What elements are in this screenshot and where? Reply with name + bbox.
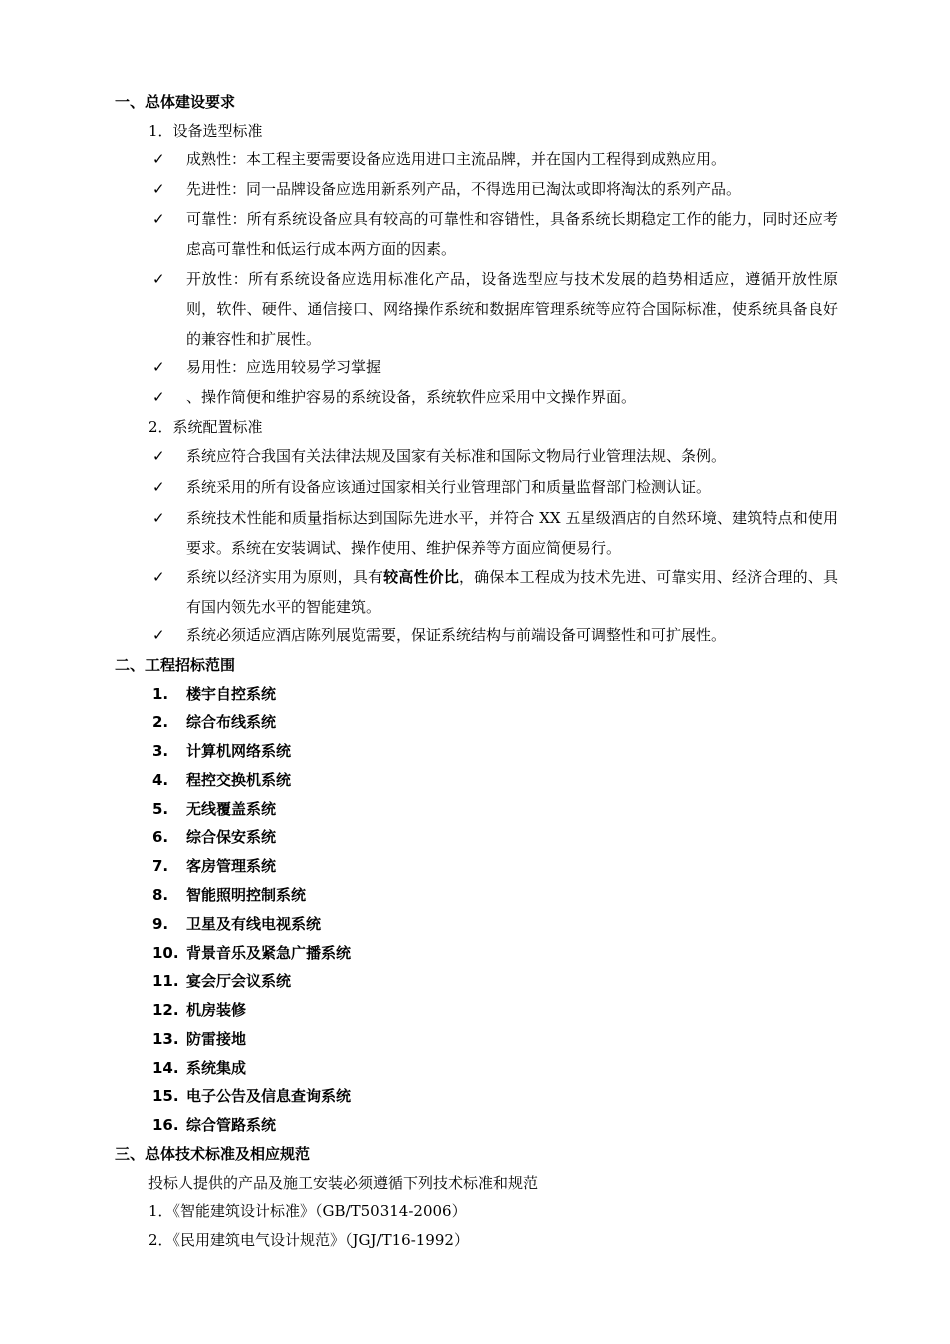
intro-paragraph: 投标人提供的产品及施工安装必须遵循下列技术标准和规范	[148, 1174, 539, 1192]
list-item: 易用性：应选用较易学习掌握	[186, 358, 382, 376]
check-icon: ✓	[152, 388, 165, 406]
list-number: 2.	[152, 713, 169, 731]
list-number: 12.	[152, 1001, 179, 1019]
system-item: 综合布线系统	[186, 713, 277, 731]
list-number: 4.	[152, 771, 169, 789]
check-icon: ✓	[152, 210, 165, 228]
list-item: 可靠性：所有系统设备应具有较高的可靠性和容错性，具备系统长期稳定工作的能力，同时还应考虑高可靠性和低运行成本两方面的因素。	[186, 210, 838, 258]
list-number: 13.	[152, 1030, 179, 1048]
list-item: 系统采用的所有设备应该通过国家相关行业管理部门和质量监督部门检测认证。	[186, 478, 712, 496]
section-heading-3: 三、总体技术标准及相应规范	[115, 1145, 311, 1163]
subsection-heading-1: 1．设备选型标准	[148, 122, 263, 140]
list-item-text: 系统以经济实用为原则，具有	[186, 568, 384, 586]
check-icon: ✓	[152, 568, 165, 586]
system-item: 无线覆盖系统	[186, 800, 277, 818]
check-icon: ✓	[152, 478, 165, 496]
system-item: 综合管路系统	[186, 1116, 277, 1134]
system-item: 综合保安系统	[186, 828, 277, 846]
system-item: 背景音乐及紧急广播系统	[186, 944, 352, 962]
list-number: 15.	[152, 1087, 179, 1105]
system-item: 计算机网络系统	[186, 742, 292, 760]
section-heading-2: 二、工程招标范围	[115, 656, 236, 674]
list-item: 、操作简便和维护容易的系统设备，系统软件应采用中文操作界面。	[186, 388, 637, 406]
list-number: 10.	[152, 944, 179, 962]
standard-item: 1．《智能建筑设计标准》（GB/T50314-2006）	[148, 1202, 467, 1220]
check-icon: ✓	[152, 270, 165, 288]
standard-item: 2．《民用建筑电气设计规范》（JGJ/T16-1992）	[148, 1231, 469, 1249]
list-number: 14.	[152, 1059, 179, 1077]
list-number: 8.	[152, 886, 169, 904]
list-number: 3.	[152, 742, 169, 760]
list-number: 16.	[152, 1116, 179, 1134]
system-item: 防雷接地	[186, 1030, 247, 1048]
list-number: 9.	[152, 915, 169, 933]
list-item: 系统必须适应酒店陈列展览需要，保证系统结构与前端设备可调整性和可扩展性。	[186, 626, 727, 644]
list-item: 系统应符合我国有关法律法规及国家有关标准和国际文物局行业管理法规、条例。	[186, 447, 727, 465]
system-item: 卫星及有线电视系统	[186, 915, 322, 933]
list-item: 先进性：同一品牌设备应选用新系列产品，不得选用已淘汰或即将淘汰的系列产品。	[186, 180, 742, 198]
emphasis-text: 较高性价比	[383, 568, 459, 586]
system-item: 楼宇自控系统	[186, 685, 277, 703]
list-item	[186, 562, 838, 622]
list-item-text: ，确保本工程成为技术先进、可靠实用、经济合理的、具有国内领先水平的智能建筑。	[186, 568, 838, 616]
check-icon: ✓	[152, 447, 165, 465]
system-item: 客房管理系统	[186, 857, 277, 875]
list-number: 6.	[152, 828, 169, 846]
section-heading-1: 一、总体建设要求	[115, 93, 236, 111]
system-item: 电子公告及信息查询系统	[186, 1087, 352, 1105]
subsection-heading-2: 2．系统配置标准	[148, 418, 263, 436]
check-icon: ✓	[152, 358, 165, 376]
system-item: 程控交换机系统	[186, 771, 292, 789]
check-icon: ✓	[152, 180, 165, 198]
check-icon: ✓	[152, 509, 165, 527]
list-item: 成熟性：本工程主要需要设备应选用进口主流品牌，并在国内工程得到成熟应用。	[186, 150, 727, 168]
list-number: 11.	[152, 972, 179, 990]
system-item: 宴会厅会议系统	[186, 972, 292, 990]
check-icon: ✓	[152, 150, 165, 168]
system-item: 机房装修	[186, 1001, 247, 1019]
list-item: 系统技术性能和质量指标达到国际先进水平，并符合 XX 五星级酒店的自然环境、建筑特点和使用要求。系统在安装调试、操作使用、维护保养等方面应简便易行。	[186, 509, 838, 557]
system-item: 智能照明控制系统	[186, 886, 307, 904]
list-number: 7.	[152, 857, 169, 875]
system-item: 系统集成	[186, 1059, 247, 1077]
list-number: 1.	[152, 685, 169, 703]
list-number: 5.	[152, 800, 169, 818]
check-icon: ✓	[152, 626, 165, 644]
list-item: 开放性：所有系统设备应选用标准化产品，设备选型应与技术发展的趋势相适应，遵循开放性原则，软件、硬件、通信接口、网络操作系统和数据库管理系统等应符合国际标准，使系统具备良好的兼容性和扩展性。	[186, 270, 838, 348]
